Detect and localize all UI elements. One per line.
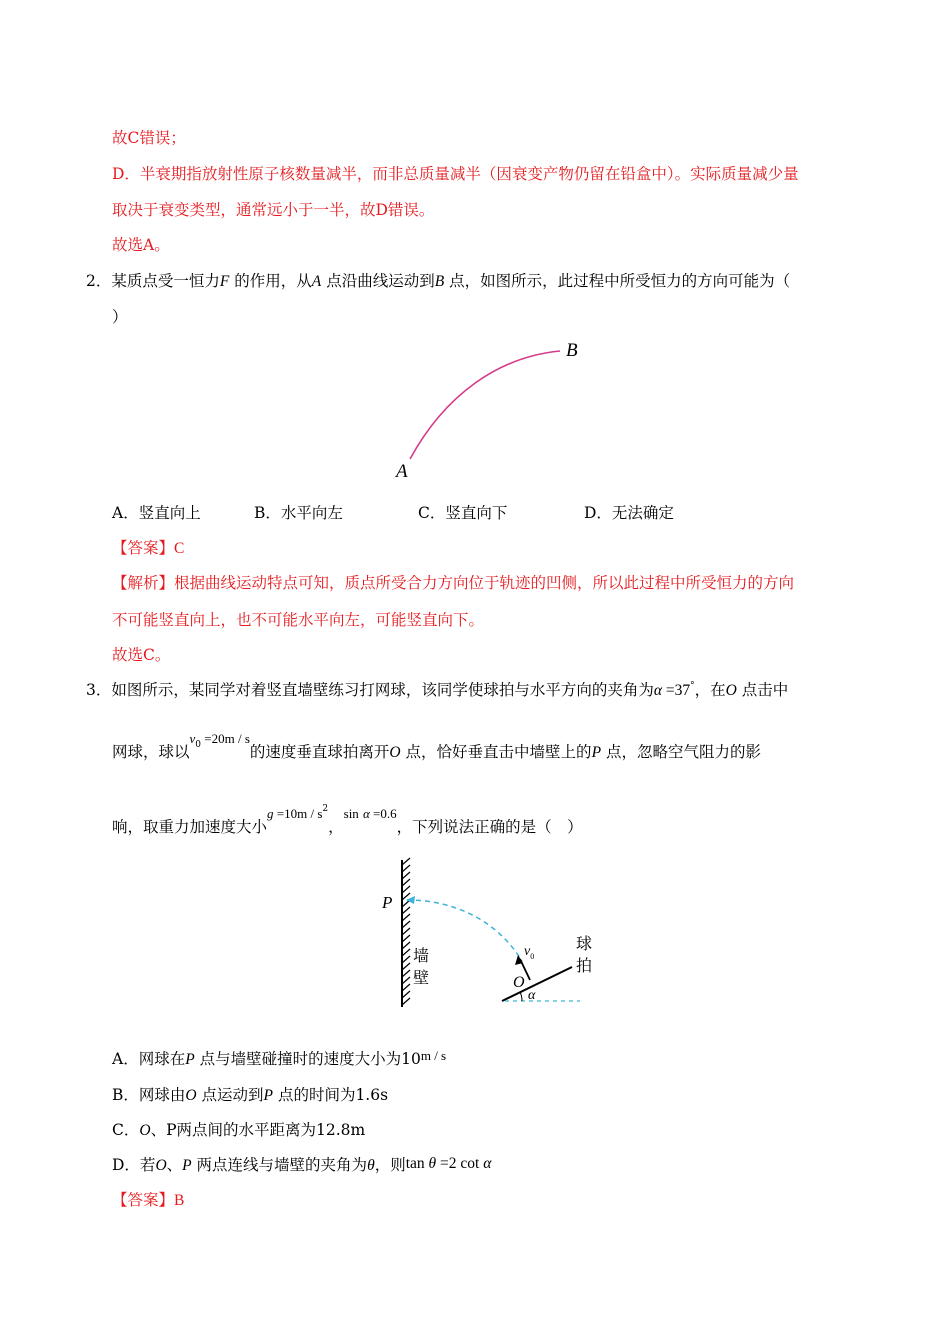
- q3-label-alpha: α: [528, 988, 536, 1003]
- q3-opt-d-o: O: [155, 1157, 167, 1174]
- q3-opt-d-theta: θ: [367, 1157, 375, 1174]
- q2-text-c: 点沿曲线运动到: [321, 272, 435, 290]
- q3-label-wall-2: 壁: [413, 968, 430, 987]
- q2-stem-end: ）: [112, 308, 128, 326]
- q2-label-a: A: [396, 461, 408, 482]
- q3-l3-gravity: [267, 804, 329, 822]
- q3-opt-d-alpha: α: [483, 1155, 492, 1172]
- explanation-line-c: 故C错误；: [112, 129, 186, 147]
- q3-label-v: [524, 944, 534, 961]
- q3-opt-d-eq: =2 cot: [436, 1155, 480, 1172]
- q3-stem-line-3: [112, 804, 583, 840]
- q3-option-a: [112, 1049, 446, 1070]
- q2-label-b: B: [566, 340, 578, 361]
- q2-text-a: 某质点受一恒力: [111, 272, 220, 290]
- q3-opt-d-1: D．若: [112, 1156, 156, 1174]
- q2-stem: [86, 271, 790, 292]
- q2-option-b: B．水平向左: [254, 504, 343, 522]
- q3-l3-comma: ，: [328, 818, 344, 836]
- q2-var-a: A: [311, 273, 322, 290]
- q2-analysis-1: [112, 573, 794, 593]
- q3-l2-o: O: [389, 744, 401, 761]
- q3-label-wall-1: 墙: [413, 946, 430, 965]
- q3-l2-c: 点，恰好垂直击中墙壁上的: [400, 743, 592, 761]
- q3-opt-b-p: P: [263, 1087, 274, 1104]
- q3-opt-c-1: C．: [112, 1121, 140, 1139]
- q2-conclusion: 故选C。: [112, 646, 171, 664]
- explanation-line-d1: D．半衰期指放射性原子核数量减半，而非总质量减半（因衰变产物仍留在铅盒中）。实际质量减少量: [112, 165, 799, 183]
- q3-l3-sine: [344, 807, 397, 822]
- q2-option-d: D．无法确定: [584, 504, 674, 522]
- q3-opt-d-2: 、: [166, 1156, 183, 1174]
- q3-opt-c-2: 、P两点间的水平距离为12.8m: [150, 1121, 366, 1139]
- q3-l2-v-sub: 0: [195, 740, 202, 750]
- q3-label-racket-1: 球: [576, 934, 593, 953]
- q3-opt-a-unit: m / s: [420, 1048, 447, 1063]
- q3-option-b: [112, 1085, 388, 1106]
- q3-l2-eq: =20m / s: [201, 731, 250, 746]
- q3-opt-d-3: 两点连线与墙壁的夹角为: [191, 1156, 368, 1174]
- q3-answer-value: B: [174, 1192, 185, 1209]
- q2-trajectory-curve: [410, 351, 560, 459]
- q3-label-v-main: v: [524, 944, 531, 959]
- q2-figure: [380, 335, 610, 485]
- q2-answer-tag: 【答案】: [112, 539, 175, 557]
- explanation-conclusion: 故选A。: [112, 236, 170, 254]
- q3-l3-sineq: =0.6: [369, 806, 397, 821]
- q3-l2-d: 点，忽略空气阻力的影: [601, 743, 761, 761]
- q2-analysis-tag: 【解析】: [112, 574, 175, 592]
- explanation-line-d2: 取决于衰变类型，通常远小于一半，故D错误。: [112, 201, 435, 219]
- q3-l3-g: g: [267, 806, 274, 821]
- q3-l2-velocity: [189, 731, 250, 750]
- q3-l1-eq: =37: [662, 682, 691, 699]
- q3-l2-b: 的速度垂直球拍离开: [249, 743, 390, 761]
- q3-l1-b: ，在: [694, 681, 726, 699]
- q2-option-c: C．竖直向下: [418, 504, 508, 522]
- q3-opt-d-formula: [406, 1155, 492, 1172]
- q3-l3-geq: =10m / s: [273, 806, 323, 821]
- q3-angle-arc: [520, 992, 522, 1001]
- q3-opt-b-3: 点的时间为1.6s: [273, 1086, 389, 1104]
- q3-label-racket-2: 拍: [576, 956, 593, 975]
- q3-label-v-sub: 0: [530, 952, 535, 961]
- q3-l2-a: 网球，球以: [112, 743, 190, 761]
- q3-l3-gsup: 2: [322, 804, 329, 814]
- q3-l3-sin: sin: [343, 806, 359, 821]
- q3-opt-d-4: ，则: [374, 1156, 406, 1174]
- q3-option-c: [112, 1120, 365, 1141]
- q3-answer: [112, 1190, 184, 1211]
- q3-l1-a: 如图所示，某同学对着竖直墙壁练习打网球，该同学使球拍与水平方向的夹角为: [111, 681, 654, 699]
- q3-stem-line-1: [86, 680, 788, 703]
- q3-l1-alpha: α: [653, 682, 663, 699]
- q2-analysis-2: 不可能竖直向上，也不可能水平向左，可能竖直向下。: [112, 611, 485, 629]
- q3-opt-c-o: O: [139, 1122, 151, 1139]
- q3-l2-p: P: [591, 744, 602, 761]
- q2-var-b: B: [434, 273, 445, 290]
- q3-stem-line-2: [112, 731, 761, 765]
- q2-text-d: 点，如图所示，此过程中所受恒力的方向可能为（: [444, 272, 791, 290]
- q3-wall-hatching: [402, 858, 410, 1005]
- q3-opt-a-1: A．网球在: [112, 1050, 186, 1068]
- q2-answer-value: C: [174, 540, 185, 557]
- q3-number: 3．: [86, 681, 112, 699]
- q2-answer: [112, 538, 184, 559]
- q3-opt-a-2: 点与墙壁碰撞时的速度大小为10: [194, 1050, 421, 1068]
- q2-var-f: F: [219, 273, 230, 290]
- q3-l1-o: O: [725, 682, 737, 699]
- q3-l1-c: 点击中: [736, 681, 789, 699]
- q3-opt-b-1: B．网球由: [112, 1086, 186, 1104]
- q3-opt-d-tan: tan: [405, 1155, 425, 1172]
- q3-label-p: P: [382, 893, 393, 912]
- q2-number: 2．: [86, 272, 112, 290]
- q2-analysis-text-1: 根据曲线运动特点可知，质点所受合力方向位于轨迹的凹侧，所以此过程中所受恒力的方向: [174, 574, 795, 592]
- q3-l3-alpha: α: [362, 806, 370, 821]
- q3-opt-b-2: 点运动到: [196, 1086, 264, 1104]
- q2-option-a: A．竖直向上: [112, 504, 201, 522]
- q3-label-o: O: [513, 974, 525, 991]
- q3-l3-a: 响，取重力加速度大小: [112, 818, 268, 836]
- q3-figure: [370, 855, 610, 1015]
- q2-text-b: 的作用，从: [229, 272, 312, 290]
- q3-l1-deg: °: [690, 681, 695, 691]
- q3-option-d: [112, 1155, 491, 1176]
- q3-l3-b: ，下列说法正确的是（ ）: [396, 818, 583, 836]
- q3-answer-tag: 【答案】: [112, 1191, 175, 1209]
- q3-opt-b-o: O: [185, 1087, 197, 1104]
- q3-opt-a-p: P: [185, 1051, 195, 1068]
- q3-opt-d-p: P: [182, 1157, 192, 1174]
- q3-opt-d-theta2: θ: [428, 1155, 437, 1172]
- q3-l2-v: v: [189, 731, 196, 746]
